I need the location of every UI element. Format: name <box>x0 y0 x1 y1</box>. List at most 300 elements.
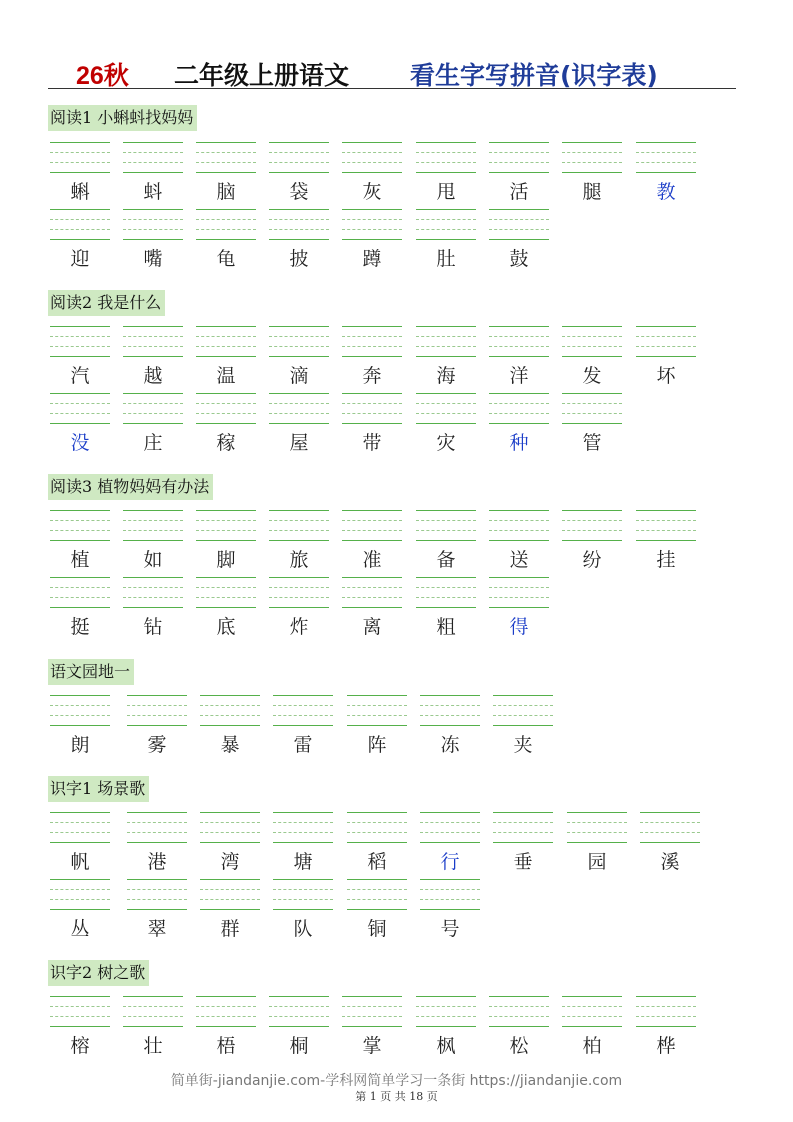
guide-dashed-line <box>50 413 110 414</box>
pinyin-writing-lines[interactable] <box>342 326 402 356</box>
char-cell <box>636 326 696 394</box>
guide-line <box>127 812 187 813</box>
guide-line <box>127 695 187 696</box>
pinyin-writing-lines[interactable] <box>50 695 110 725</box>
guide-line <box>636 356 696 357</box>
section-title: 阅读2 我是什么 <box>48 290 165 316</box>
guide-line <box>50 326 110 327</box>
pinyin-writing-lines[interactable] <box>636 510 696 540</box>
guide-dashed-line <box>196 520 256 521</box>
hanzi-character: 挂 <box>656 549 676 571</box>
guide-line <box>489 423 549 424</box>
guide-line <box>493 842 553 843</box>
guide-dashed-line <box>196 413 256 414</box>
pinyin-writing-lines[interactable] <box>123 510 183 540</box>
guide-dashed-line <box>50 597 110 598</box>
pinyin-writing-lines[interactable] <box>50 879 110 909</box>
guide-line <box>493 725 553 726</box>
guide-dashed-line <box>489 530 549 531</box>
pinyin-writing-lines[interactable] <box>50 510 110 540</box>
guide-dashed-line <box>273 705 333 706</box>
pinyin-writing-lines[interactable] <box>567 812 627 842</box>
pinyin-writing-lines[interactable] <box>269 209 329 239</box>
pinyin-writing-lines[interactable] <box>269 996 329 1026</box>
hanzi-character: 铜 <box>367 918 387 940</box>
guide-line <box>489 1026 549 1027</box>
char-cell <box>562 393 622 461</box>
guide-dashed-line <box>200 705 260 706</box>
char-cell <box>269 142 329 210</box>
guide-line <box>196 326 256 327</box>
guide-line <box>123 607 183 608</box>
guide-dashed-line <box>489 587 549 588</box>
guide-dashed-line <box>50 219 110 220</box>
pinyin-writing-lines[interactable] <box>489 326 549 356</box>
guide-line <box>196 356 256 357</box>
pinyin-writing-lines[interactable] <box>562 393 622 423</box>
guide-dashed-line <box>50 822 110 823</box>
hanzi-character: 蚪 <box>143 181 163 203</box>
pinyin-writing-lines[interactable] <box>200 695 260 725</box>
guide-line <box>416 239 476 240</box>
hanzi-character: 园 <box>587 851 607 873</box>
guide-line <box>347 725 407 726</box>
pinyin-writing-lines[interactable] <box>347 812 407 842</box>
pinyin-writing-lines[interactable] <box>342 577 402 607</box>
guide-dashed-line <box>562 530 622 531</box>
guide-line <box>50 577 110 578</box>
hanzi-character: 教 <box>656 181 676 203</box>
pinyin-writing-lines[interactable] <box>342 393 402 423</box>
char-cell <box>123 142 183 210</box>
pinyin-writing-lines[interactable] <box>640 812 700 842</box>
guide-line <box>123 393 183 394</box>
char-cell <box>636 510 696 578</box>
hanzi-character: 准 <box>362 549 382 571</box>
guide-dashed-line <box>196 403 256 404</box>
hanzi-character: 榕 <box>70 1035 90 1057</box>
hanzi-character: 炸 <box>289 616 309 638</box>
guide-dashed-line <box>493 715 553 716</box>
guide-line <box>269 239 329 240</box>
guide-line <box>50 172 110 173</box>
guide-line <box>416 1026 476 1027</box>
guide-line <box>416 577 476 578</box>
pinyin-writing-lines[interactable] <box>200 879 260 909</box>
pinyin-writing-lines[interactable] <box>269 510 329 540</box>
guide-dashed-line <box>50 705 110 706</box>
char-cell <box>200 879 260 947</box>
guide-line <box>562 996 622 997</box>
guide-line <box>347 695 407 696</box>
char-cell <box>273 812 333 880</box>
pinyin-writing-lines[interactable] <box>489 142 549 172</box>
guide-line <box>562 356 622 357</box>
pinyin-writing-lines[interactable] <box>50 142 110 172</box>
hanzi-character: 桦 <box>656 1035 676 1057</box>
hanzi-character: 掌 <box>362 1035 382 1057</box>
guide-dashed-line <box>269 219 329 220</box>
pinyin-writing-lines[interactable] <box>196 577 256 607</box>
pinyin-writing-lines[interactable] <box>123 577 183 607</box>
guide-dashed-line <box>342 346 402 347</box>
guide-line <box>50 1026 110 1027</box>
hanzi-character: 活 <box>509 181 529 203</box>
section-title: 语文园地一 <box>48 659 134 685</box>
pinyin-writing-lines[interactable] <box>196 209 256 239</box>
pinyin-writing-lines[interactable] <box>50 326 110 356</box>
guide-line <box>420 842 480 843</box>
char-cell <box>562 142 622 210</box>
char-cell <box>269 577 329 645</box>
guide-line <box>123 142 183 143</box>
guide-line <box>342 540 402 541</box>
guide-dashed-line <box>123 1016 183 1017</box>
pinyin-writing-lines[interactable] <box>123 393 183 423</box>
guide-line <box>200 812 260 813</box>
hanzi-character: 坏 <box>656 365 676 387</box>
hanzi-character: 灾 <box>436 432 456 454</box>
guide-dashed-line <box>196 336 256 337</box>
guide-dashed-line <box>127 889 187 890</box>
pinyin-writing-lines[interactable] <box>50 577 110 607</box>
pinyin-writing-lines[interactable] <box>269 326 329 356</box>
guide-line <box>636 996 696 997</box>
pinyin-writing-lines[interactable] <box>196 326 256 356</box>
guide-dashed-line <box>123 346 183 347</box>
char-cell <box>567 812 627 880</box>
pinyin-writing-lines[interactable] <box>416 393 476 423</box>
guide-line <box>489 172 549 173</box>
pinyin-writing-lines[interactable] <box>562 326 622 356</box>
pinyin-writing-lines[interactable] <box>562 996 622 1026</box>
hanzi-character: 桐 <box>289 1035 309 1057</box>
pinyin-writing-lines[interactable] <box>416 996 476 1026</box>
pinyin-writing-lines[interactable] <box>342 510 402 540</box>
pinyin-writing-lines[interactable] <box>562 510 622 540</box>
char-cell <box>50 577 110 645</box>
guide-line <box>347 812 407 813</box>
guide-dashed-line <box>196 346 256 347</box>
guide-line <box>489 239 549 240</box>
guide-dashed-line <box>50 899 110 900</box>
guide-line <box>562 142 622 143</box>
pinyin-writing-lines[interactable] <box>196 510 256 540</box>
guide-line <box>196 1026 256 1027</box>
hanzi-character: 管 <box>582 432 602 454</box>
pinyin-writing-lines[interactable] <box>636 996 696 1026</box>
guide-dashed-line <box>196 1016 256 1017</box>
char-cell <box>196 510 256 578</box>
hanzi-character: 汽 <box>70 365 90 387</box>
guide-dashed-line <box>416 530 476 531</box>
pinyin-writing-lines[interactable] <box>50 812 110 842</box>
pinyin-writing-lines[interactable] <box>123 209 183 239</box>
pinyin-writing-lines[interactable] <box>562 142 622 172</box>
pinyin-writing-lines[interactable] <box>123 326 183 356</box>
pinyin-writing-lines[interactable] <box>50 996 110 1026</box>
hanzi-character: 龟 <box>216 248 236 270</box>
guide-line <box>489 209 549 210</box>
guide-line <box>196 540 256 541</box>
footer-watermark: 简单街-jiandanjie.com-学科网简单学习一条街 https://jiandanjie.com <box>170 1073 623 1089</box>
guide-line <box>269 172 329 173</box>
pinyin-writing-lines[interactable] <box>493 695 553 725</box>
char-cell <box>416 577 476 645</box>
hanzi-character: 溪 <box>660 851 680 873</box>
guide-line <box>416 393 476 394</box>
guide-line <box>636 540 696 541</box>
pinyin-writing-lines[interactable] <box>127 812 187 842</box>
guide-dashed-line <box>416 152 476 153</box>
hanzi-character: 柏 <box>582 1035 602 1057</box>
guide-line <box>269 326 329 327</box>
guide-dashed-line <box>489 229 549 230</box>
guide-line <box>489 577 549 578</box>
guide-line <box>567 842 627 843</box>
guide-dashed-line <box>50 520 110 521</box>
char-cell <box>123 209 183 277</box>
pinyin-writing-lines[interactable] <box>347 695 407 725</box>
char-cell <box>123 996 183 1064</box>
guide-dashed-line <box>50 832 110 833</box>
guide-dashed-line <box>50 336 110 337</box>
guide-dashed-line <box>416 219 476 220</box>
char-cell <box>347 812 407 880</box>
guide-dashed-line <box>123 520 183 521</box>
guide-line <box>50 842 110 843</box>
pinyin-writing-lines[interactable] <box>420 695 480 725</box>
char-cell <box>489 326 549 394</box>
guide-line <box>123 577 183 578</box>
guide-dashed-line <box>416 229 476 230</box>
char-cell <box>416 142 476 210</box>
hanzi-character: 温 <box>216 365 236 387</box>
char-cell <box>50 510 110 578</box>
guide-dashed-line <box>200 889 260 890</box>
pinyin-writing-lines[interactable] <box>636 142 696 172</box>
guide-dashed-line <box>269 1016 329 1017</box>
guide-line <box>123 356 183 357</box>
guide-dashed-line <box>562 1006 622 1007</box>
guide-line <box>342 577 402 578</box>
guide-line <box>342 142 402 143</box>
pinyin-writing-lines[interactable] <box>420 879 480 909</box>
pinyin-writing-lines[interactable] <box>347 879 407 909</box>
char-cell <box>196 577 256 645</box>
hanzi-character: 暴 <box>220 734 240 756</box>
guide-line <box>196 172 256 173</box>
guide-dashed-line <box>200 715 260 716</box>
char-cell <box>342 996 402 1064</box>
hanzi-character: 没 <box>70 432 90 454</box>
pinyin-writing-lines[interactable] <box>127 879 187 909</box>
guide-dashed-line <box>342 1016 402 1017</box>
guide-line <box>342 239 402 240</box>
char-cell <box>489 996 549 1064</box>
guide-line <box>416 607 476 608</box>
hanzi-character: 送 <box>509 549 529 571</box>
guide-line <box>489 326 549 327</box>
guide-dashed-line <box>123 403 183 404</box>
pinyin-writing-lines[interactable] <box>636 326 696 356</box>
char-cell <box>273 695 333 763</box>
char-cell <box>196 326 256 394</box>
char-cell <box>420 695 480 763</box>
pinyin-writing-lines[interactable] <box>196 996 256 1026</box>
pinyin-writing-lines[interactable] <box>489 209 549 239</box>
guide-line <box>196 142 256 143</box>
guide-dashed-line <box>196 229 256 230</box>
guide-line <box>489 356 549 357</box>
pinyin-writing-lines[interactable] <box>493 812 553 842</box>
pinyin-writing-lines[interactable] <box>196 142 256 172</box>
pinyin-writing-lines[interactable] <box>196 393 256 423</box>
pinyin-writing-lines[interactable] <box>489 577 549 607</box>
guide-dashed-line <box>347 832 407 833</box>
hanzi-character: 垂 <box>513 851 533 873</box>
guide-line <box>123 326 183 327</box>
pinyin-writing-lines[interactable] <box>416 142 476 172</box>
guide-dashed-line <box>416 413 476 414</box>
char-cell <box>342 393 402 461</box>
char-cell <box>50 142 110 210</box>
guide-line <box>416 540 476 541</box>
pinyin-writing-lines[interactable] <box>269 393 329 423</box>
guide-line <box>123 239 183 240</box>
guide-dashed-line <box>489 162 549 163</box>
guide-dashed-line <box>489 1006 549 1007</box>
guide-line <box>420 725 480 726</box>
pinyin-writing-lines[interactable] <box>123 996 183 1026</box>
pinyin-writing-lines[interactable] <box>269 142 329 172</box>
pinyin-writing-lines[interactable] <box>489 393 549 423</box>
pinyin-writing-lines[interactable] <box>50 393 110 423</box>
pinyin-writing-lines[interactable] <box>342 209 402 239</box>
guide-line <box>342 172 402 173</box>
pinyin-writing-lines[interactable] <box>489 996 549 1026</box>
hanzi-character: 稼 <box>216 432 236 454</box>
guide-line <box>273 695 333 696</box>
guide-line <box>269 540 329 541</box>
char-cell <box>127 879 187 947</box>
hanzi-character: 庄 <box>143 432 163 454</box>
pinyin-writing-lines[interactable] <box>269 577 329 607</box>
hanzi-character: 阵 <box>367 734 387 756</box>
guide-dashed-line <box>196 530 256 531</box>
pinyin-writing-lines[interactable] <box>273 812 333 842</box>
pinyin-writing-lines[interactable] <box>123 142 183 172</box>
guide-dashed-line <box>269 587 329 588</box>
pinyin-writing-lines[interactable] <box>342 142 402 172</box>
char-cell <box>489 209 549 277</box>
guide-dashed-line <box>636 520 696 521</box>
guide-dashed-line <box>567 832 627 833</box>
guide-dashed-line <box>493 705 553 706</box>
guide-line <box>200 725 260 726</box>
char-cell <box>273 879 333 947</box>
guide-line <box>562 540 622 541</box>
pinyin-writing-lines[interactable] <box>127 695 187 725</box>
guide-dashed-line <box>342 162 402 163</box>
guide-dashed-line <box>562 152 622 153</box>
guide-line <box>562 423 622 424</box>
hanzi-character: 稻 <box>367 851 387 873</box>
pinyin-writing-lines[interactable] <box>416 577 476 607</box>
char-cell <box>562 510 622 578</box>
guide-line <box>123 510 183 511</box>
guide-line <box>416 172 476 173</box>
guide-line <box>273 879 333 880</box>
guide-dashed-line <box>489 219 549 220</box>
char-cell <box>562 996 622 1064</box>
guide-line <box>273 725 333 726</box>
guide-line <box>50 607 110 608</box>
guide-dashed-line <box>342 1006 402 1007</box>
hanzi-character: 备 <box>436 549 456 571</box>
section-title: 阅读1 小蝌蚪找妈妈 <box>48 105 197 131</box>
guide-line <box>489 142 549 143</box>
char-cell <box>123 326 183 394</box>
guide-dashed-line <box>562 520 622 521</box>
guide-dashed-line <box>342 219 402 220</box>
guide-dashed-line <box>489 1016 549 1017</box>
hanzi-character: 袋 <box>289 181 309 203</box>
guide-dashed-line <box>269 162 329 163</box>
guide-dashed-line <box>420 889 480 890</box>
pinyin-writing-lines[interactable] <box>200 812 260 842</box>
hanzi-character: 奔 <box>362 365 382 387</box>
guide-line <box>489 607 549 608</box>
guide-line <box>196 996 256 997</box>
guide-dashed-line <box>50 530 110 531</box>
hanzi-character: 壮 <box>143 1035 163 1057</box>
guide-dashed-line <box>342 403 402 404</box>
guide-dashed-line <box>127 705 187 706</box>
char-cell <box>636 142 696 210</box>
pinyin-writing-lines[interactable] <box>489 510 549 540</box>
guide-line <box>416 996 476 997</box>
guide-dashed-line <box>196 162 256 163</box>
guide-dashed-line <box>50 1016 110 1017</box>
guide-dashed-line <box>342 336 402 337</box>
pinyin-writing-lines[interactable] <box>416 326 476 356</box>
pinyin-writing-lines[interactable] <box>50 209 110 239</box>
guide-dashed-line <box>493 822 553 823</box>
pinyin-writing-lines[interactable] <box>273 695 333 725</box>
hanzi-character: 松 <box>509 1035 529 1057</box>
hanzi-character: 越 <box>143 365 163 387</box>
char-cell <box>493 812 553 880</box>
guide-line <box>269 996 329 997</box>
guide-line <box>127 842 187 843</box>
pinyin-writing-lines[interactable] <box>416 209 476 239</box>
guide-line <box>342 209 402 210</box>
char-cell <box>127 812 187 880</box>
char-cell <box>420 879 480 947</box>
pinyin-writing-lines[interactable] <box>342 996 402 1026</box>
document-title <box>48 52 736 89</box>
char-cell <box>123 393 183 461</box>
pinyin-writing-lines[interactable] <box>420 812 480 842</box>
char-cell <box>489 510 549 578</box>
guide-dashed-line <box>127 899 187 900</box>
pinyin-writing-lines[interactable] <box>416 510 476 540</box>
pinyin-writing-lines[interactable] <box>273 879 333 909</box>
guide-line <box>196 239 256 240</box>
guide-line <box>50 510 110 511</box>
guide-dashed-line <box>636 336 696 337</box>
